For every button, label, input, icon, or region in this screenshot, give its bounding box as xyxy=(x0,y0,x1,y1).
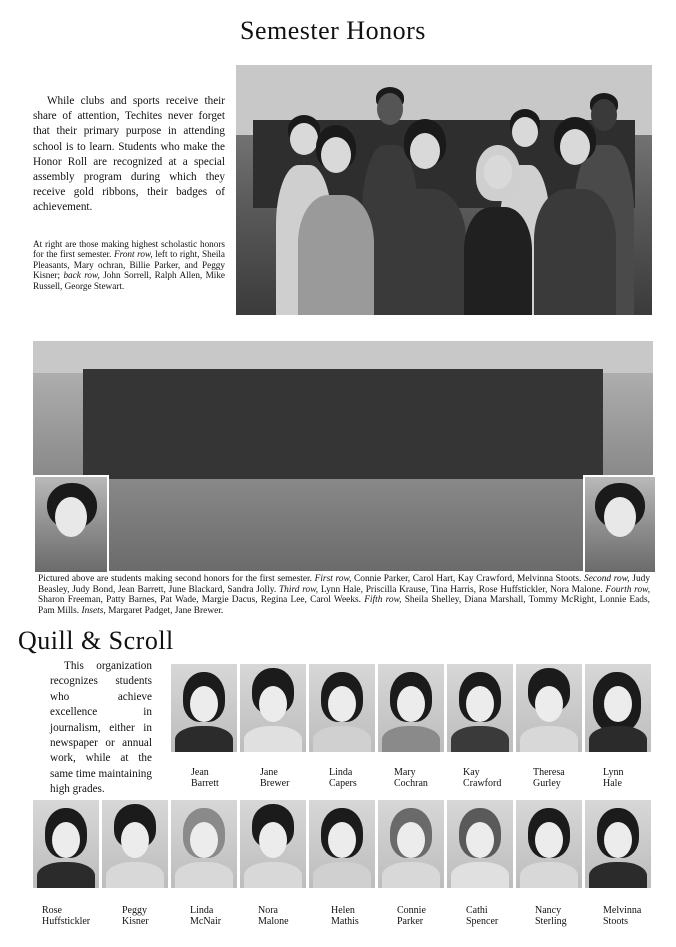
portrait-helen-mathis xyxy=(309,800,375,888)
name-helen-mathis: Helen Mathis xyxy=(331,905,359,927)
portrait-mary-cochran xyxy=(378,664,444,752)
name-theresa-gurley: Theresa Gurley xyxy=(533,767,565,789)
name-nancy-sterling: Nancy Sterling xyxy=(535,905,567,927)
name-jean-barrett: Jean Barrett xyxy=(191,767,219,789)
name-linda-capers: Linda Capers xyxy=(329,767,357,789)
name-peggy-kisner: Peggy Kisner xyxy=(122,905,149,927)
name-nora-malone: Nora Malone xyxy=(258,905,289,927)
name-mary-cochran: Mary Cochran xyxy=(394,767,428,789)
portrait-nancy-sterling xyxy=(516,800,582,888)
name-jane-brewer: Jane Brewer xyxy=(260,767,290,789)
name-kay-crawford: Kay Crawford xyxy=(463,767,502,789)
name-cathi-spencer: Cathi Spencer xyxy=(466,905,499,927)
portrait-nora-malone xyxy=(240,800,306,888)
name-linda-mcnair: Linda McNair xyxy=(190,905,222,927)
quill-scroll-text: This organization recognizes students who achieve excellence in journalism, either in newspaper or annual work, while at the same time maintaining high grades. xyxy=(50,660,152,796)
highest-honors-caption: At right are those making highest scholastic honors for the first semester. Front row, left to right, Sheila Pleasants, Mary ochran, Billie Parker, and Peggy Kisner; back row, John Sorrell, Ralph Allen, Mike Russell, George Stewart. xyxy=(33,239,226,291)
name-lynn-hale: Lynn Hale xyxy=(603,767,624,789)
portrait-linda-capers xyxy=(309,664,375,752)
portrait-jean-barrett xyxy=(171,664,237,752)
page-title: Semester Honors xyxy=(240,16,426,45)
name-melvinna-stoots: Melvinna Stoots xyxy=(603,905,642,927)
portrait-kay-crawford xyxy=(447,664,513,752)
highest-honors-photo xyxy=(236,65,652,315)
portrait-melvinna-stoots xyxy=(585,800,651,888)
name-connie-parker: Connie Parker xyxy=(397,905,426,927)
intro-paragraph: While clubs and sports receive their share of attention, Techites never forget that their primary purpose in attending school is to learn. Students who make the Honor Roll are recognized at a special assembly program during which they receive gold ribbons, their badges of achievement. xyxy=(33,95,225,214)
portrait-connie-parker xyxy=(378,800,444,888)
quill-scroll-title: Quill & Scroll xyxy=(18,626,174,655)
portrait-lynn-hale xyxy=(585,664,651,752)
portrait-rose-huffstickler xyxy=(33,800,99,888)
second-honors-photo xyxy=(33,341,653,571)
portrait-theresa-gurley xyxy=(516,664,582,752)
inset-photo-right xyxy=(583,475,657,574)
portrait-cathi-spencer xyxy=(447,800,513,888)
second-honors-caption: Pictured above are students making second honors for the first semester. First row, Connie Parker, Carol Hart, Kay Crawford, Melvinna Stoots. Second row, Judy Beasley, Judy Bond, Jean Barrett, June Blackard, Sandra Jolly. Third row, Lynn Hale, Priscilla Krause, Tina Harris, Rose Huffstickler, Nora Malone. Fourth row, Sharon Freeman, Patty Barnes, Pat Wade, Margie Dacus, Regina Lee, Carol Weeks. Fifth row, Sheila Shelley, Diana Marshall, Tommy McRight, Lonnie Eads, Pam Mills. Insets, Margaret Padget, Jane Brewer. xyxy=(38,574,651,616)
name-rose-huffstickler: Rose Huffstickler xyxy=(42,905,91,927)
portrait-linda-mcnair xyxy=(171,800,237,888)
portrait-jane-brewer xyxy=(240,664,306,752)
portrait-peggy-kisner xyxy=(102,800,168,888)
inset-photo-left xyxy=(33,475,109,574)
